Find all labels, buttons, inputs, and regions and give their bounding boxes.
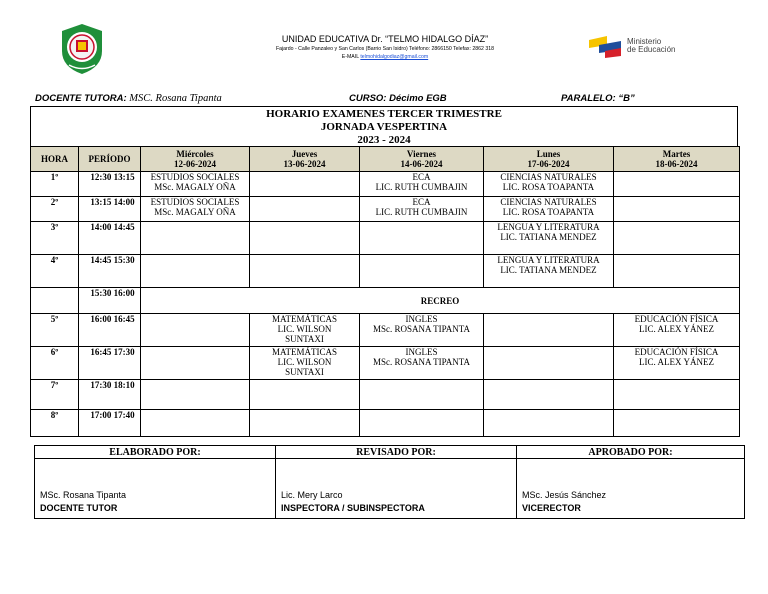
- exam-teacher: MSc. MAGALY OÑA: [154, 207, 236, 217]
- school-address: Fajardo - Calle Panzaleo y San Carlos (Barrio San Isidro) Teléfono: 2866150 Telefax: 2862 318: [275, 46, 495, 52]
- column-header-date: 13-06-2024: [283, 159, 326, 169]
- email-label: E-MAIL: [341, 54, 361, 60]
- exam-cell: [360, 347, 484, 380]
- exam-cell: [360, 172, 484, 197]
- exam-cell: [614, 222, 740, 255]
- column-header-date: 17-06-2024: [527, 159, 570, 169]
- periodo-cell: 12:30 13:15: [79, 172, 141, 197]
- column-header-label: Martes: [662, 149, 691, 159]
- exam-teacher: LIC. TATIANA MENDEZ: [500, 232, 597, 242]
- aprobado-role: VICERECTOR: [522, 503, 581, 513]
- exam-subject: CIENCIAS NATURALES: [500, 197, 597, 207]
- exam-cell: [484, 222, 614, 255]
- exam-cell: [250, 347, 360, 380]
- exam-cell: [484, 255, 614, 288]
- exam-cell: [141, 255, 250, 288]
- revisado-signature: [276, 459, 517, 519]
- exam-cell: [614, 197, 740, 222]
- column-header-label: PERÍODO: [88, 154, 131, 164]
- exam-cell: [614, 410, 740, 437]
- exam-cell: [360, 197, 484, 222]
- column-header-date: 14-06-2024: [400, 159, 443, 169]
- exam-cell: [360, 410, 484, 437]
- exam-teacher: LIC. TATIANA MENDEZ: [500, 265, 597, 275]
- exam-cell: [141, 172, 250, 197]
- hora-cell: 2º: [31, 197, 79, 222]
- exam-teacher: LIC. ROSA TOAPANTA: [502, 207, 595, 217]
- revisado-role: INSPECTORA / SUBINSPECTORA: [281, 503, 425, 513]
- school-name: UNIDAD EDUCATIVA Dr. “TELMO HIDALGO DÍAZ”: [281, 34, 489, 44]
- tutor-name: MSC. Rosana Tipanta: [129, 93, 222, 104]
- hora-cell: 5º: [31, 314, 79, 347]
- table-row: [31, 255, 740, 288]
- column-header-label: Viernes: [406, 149, 437, 159]
- hora-cell: 8º: [31, 410, 79, 437]
- column-header: [360, 147, 484, 172]
- elaborado-name: MSc. Rosana Tipanta: [40, 490, 127, 500]
- column-header-label: Lunes: [536, 149, 561, 159]
- exam-cell: [614, 172, 740, 197]
- exam-subject: EDUCACIÓN FÍSICA: [634, 314, 719, 324]
- paralelo-info: [561, 93, 635, 104]
- column-header-date: 12-06-2024: [174, 159, 216, 169]
- exam-subject: MATEMÁTICAS: [271, 347, 337, 357]
- exam-cell: [614, 347, 740, 380]
- exam-teacher: SUNTAXI: [285, 334, 324, 344]
- exam-subject: ECA: [412, 172, 431, 182]
- ministry-flag-icon: [589, 36, 621, 58]
- aprobado-signature: [517, 459, 745, 519]
- curso-label: CURSO:: [349, 93, 387, 104]
- exam-cell: [250, 255, 360, 288]
- column-header-label: Miércoles: [176, 149, 214, 159]
- exam-teacher: MSc. ROSANA TIPANTA: [372, 357, 471, 367]
- exam-cell: [484, 197, 614, 222]
- column-header: [250, 147, 360, 172]
- schedule-year: 2023 - 2024: [357, 134, 411, 146]
- schedule-table: [30, 146, 740, 437]
- hora-cell: 6º: [31, 347, 79, 380]
- exam-cell: [360, 380, 484, 410]
- exam-cell: [250, 197, 360, 222]
- exam-teacher: LIC. RUTH CUMBAJIN: [375, 182, 468, 192]
- exam-cell: [614, 380, 740, 410]
- periodo-cell: 15:30 16:00: [79, 288, 141, 314]
- periodo-cell: 13:15 14:00: [79, 197, 141, 222]
- curso-value: Décimo EGB: [389, 93, 447, 104]
- exam-teacher: MSc. ROSANA TIPANTA: [372, 324, 471, 334]
- exam-cell: [250, 314, 360, 347]
- exam-cell: [360, 255, 484, 288]
- hora-cell: 1º: [31, 172, 79, 197]
- hora-cell: 4º: [31, 255, 79, 288]
- exam-cell: [141, 197, 250, 222]
- exam-teacher: LIC. ROSA TOAPANTA: [502, 182, 595, 192]
- table-row: [31, 222, 740, 255]
- periodo-cell: 14:00 14:45: [79, 222, 141, 255]
- hora-cell: 7º: [31, 380, 79, 410]
- aprobado-heading: APROBADO POR:: [517, 446, 745, 459]
- table-row: [31, 288, 740, 314]
- column-header: [31, 147, 79, 172]
- paralelo-label: PARALELO:: [561, 93, 616, 104]
- exam-subject: EDUCACIÓN FÍSICA: [634, 347, 719, 357]
- exam-subject: LENGUA Y LITERATURA: [497, 255, 600, 265]
- exam-cell: [250, 222, 360, 255]
- exam-teacher: LIC. WILSON: [277, 357, 332, 367]
- table-row: [31, 347, 740, 380]
- schedule-title-box: [30, 106, 738, 146]
- aprobado-name: MSc. Jesús Sánchez: [522, 490, 607, 500]
- schedule-subtitle: JORNADA VESPERTINA: [320, 121, 448, 133]
- hora-cell: [31, 288, 79, 314]
- exam-cell: [141, 222, 250, 255]
- exam-cell: [141, 314, 250, 347]
- exam-cell: [250, 410, 360, 437]
- exam-cell: [250, 380, 360, 410]
- periodo-cell: 16:00 16:45: [79, 314, 141, 347]
- exam-subject: MATEMÁTICAS: [271, 314, 337, 324]
- column-header-date: 18-06-2024: [655, 159, 698, 169]
- exam-cell: [484, 410, 614, 437]
- tutor-label: DOCENTE TUTORA:: [35, 93, 127, 104]
- elaborado-role: DOCENTE TUTOR: [40, 503, 118, 513]
- exam-cell: [614, 255, 740, 288]
- exam-subject: INGLES: [405, 314, 438, 324]
- column-header-label: Jueves: [291, 149, 318, 159]
- exam-cell: [484, 380, 614, 410]
- column-header: [614, 147, 740, 172]
- exam-subject: ECA: [412, 197, 431, 207]
- table-row: [31, 410, 740, 437]
- column-header: [79, 147, 141, 172]
- elaborado-heading: ELABORADO POR:: [35, 446, 276, 459]
- exam-cell: [250, 172, 360, 197]
- exam-cell: [484, 172, 614, 197]
- ministry-name-line2: de Educación: [627, 45, 676, 54]
- exam-subject: INGLES: [405, 347, 438, 357]
- header-row: [31, 147, 740, 172]
- exam-teacher: LIC. ALEX YÁNEZ: [639, 324, 714, 334]
- paralelo-value: “B”: [618, 93, 635, 104]
- exam-teacher: LIC. RUTH CUMBAJIN: [375, 207, 468, 217]
- table-row: [31, 197, 740, 222]
- exam-cell: [614, 314, 740, 347]
- periodo-cell: 14:45 15:30: [79, 255, 141, 288]
- exam-subject: LENGUA Y LITERATURA: [497, 222, 600, 232]
- hora-cell: 3º: [31, 222, 79, 255]
- exam-teacher: MSc. MAGALY OÑA: [154, 182, 236, 192]
- table-row: [31, 172, 740, 197]
- recreo-cell: RECREO: [141, 288, 740, 314]
- exam-subject: CIENCIAS NATURALES: [500, 172, 597, 182]
- table-row: [31, 380, 740, 410]
- table-row: [31, 314, 740, 347]
- exam-subject: ESTUDIOS SOCIALES: [150, 172, 240, 182]
- exam-teacher: LIC. ALEX YÁNEZ: [639, 357, 714, 367]
- revisado-heading: REVISADO POR:: [276, 446, 517, 459]
- exam-teacher: SUNTAXI: [285, 367, 324, 377]
- school-header: [200, 34, 570, 61]
- column-header: [141, 147, 250, 172]
- ministry-logo: [589, 35, 689, 59]
- exam-cell: [360, 314, 484, 347]
- exam-subject: ESTUDIOS SOCIALES: [150, 197, 240, 207]
- school-email: [200, 53, 570, 61]
- revisado-name: Lic. Mery Larco: [281, 490, 343, 500]
- tutor-info: [35, 93, 222, 104]
- periodo-cell: 17:30 18:10: [79, 380, 141, 410]
- signatures-table: [34, 445, 745, 519]
- exam-cell: [141, 347, 250, 380]
- periodo-cell: 16:45 17:30: [79, 347, 141, 380]
- email-link[interactable]: telmohidalgodiaz@gmail.com: [360, 54, 429, 60]
- column-header: [484, 147, 614, 172]
- exam-cell: [360, 222, 484, 255]
- ministry-name-line1: Ministerio: [627, 37, 662, 46]
- curso-info: [349, 93, 447, 104]
- exam-cell: [484, 347, 614, 380]
- elaborado-signature: [35, 459, 276, 519]
- exam-cell: [141, 380, 250, 410]
- exam-cell: [141, 410, 250, 437]
- exam-cell: [484, 314, 614, 347]
- schedule-title: HORARIO EXAMENES TERCER TRIMESTRE: [266, 108, 502, 120]
- exam-teacher: LIC. WILSON: [277, 324, 332, 334]
- school-logo: [59, 23, 105, 75]
- column-header-label: HORA: [41, 154, 68, 164]
- periodo-cell: 17:00 17:40: [79, 410, 141, 437]
